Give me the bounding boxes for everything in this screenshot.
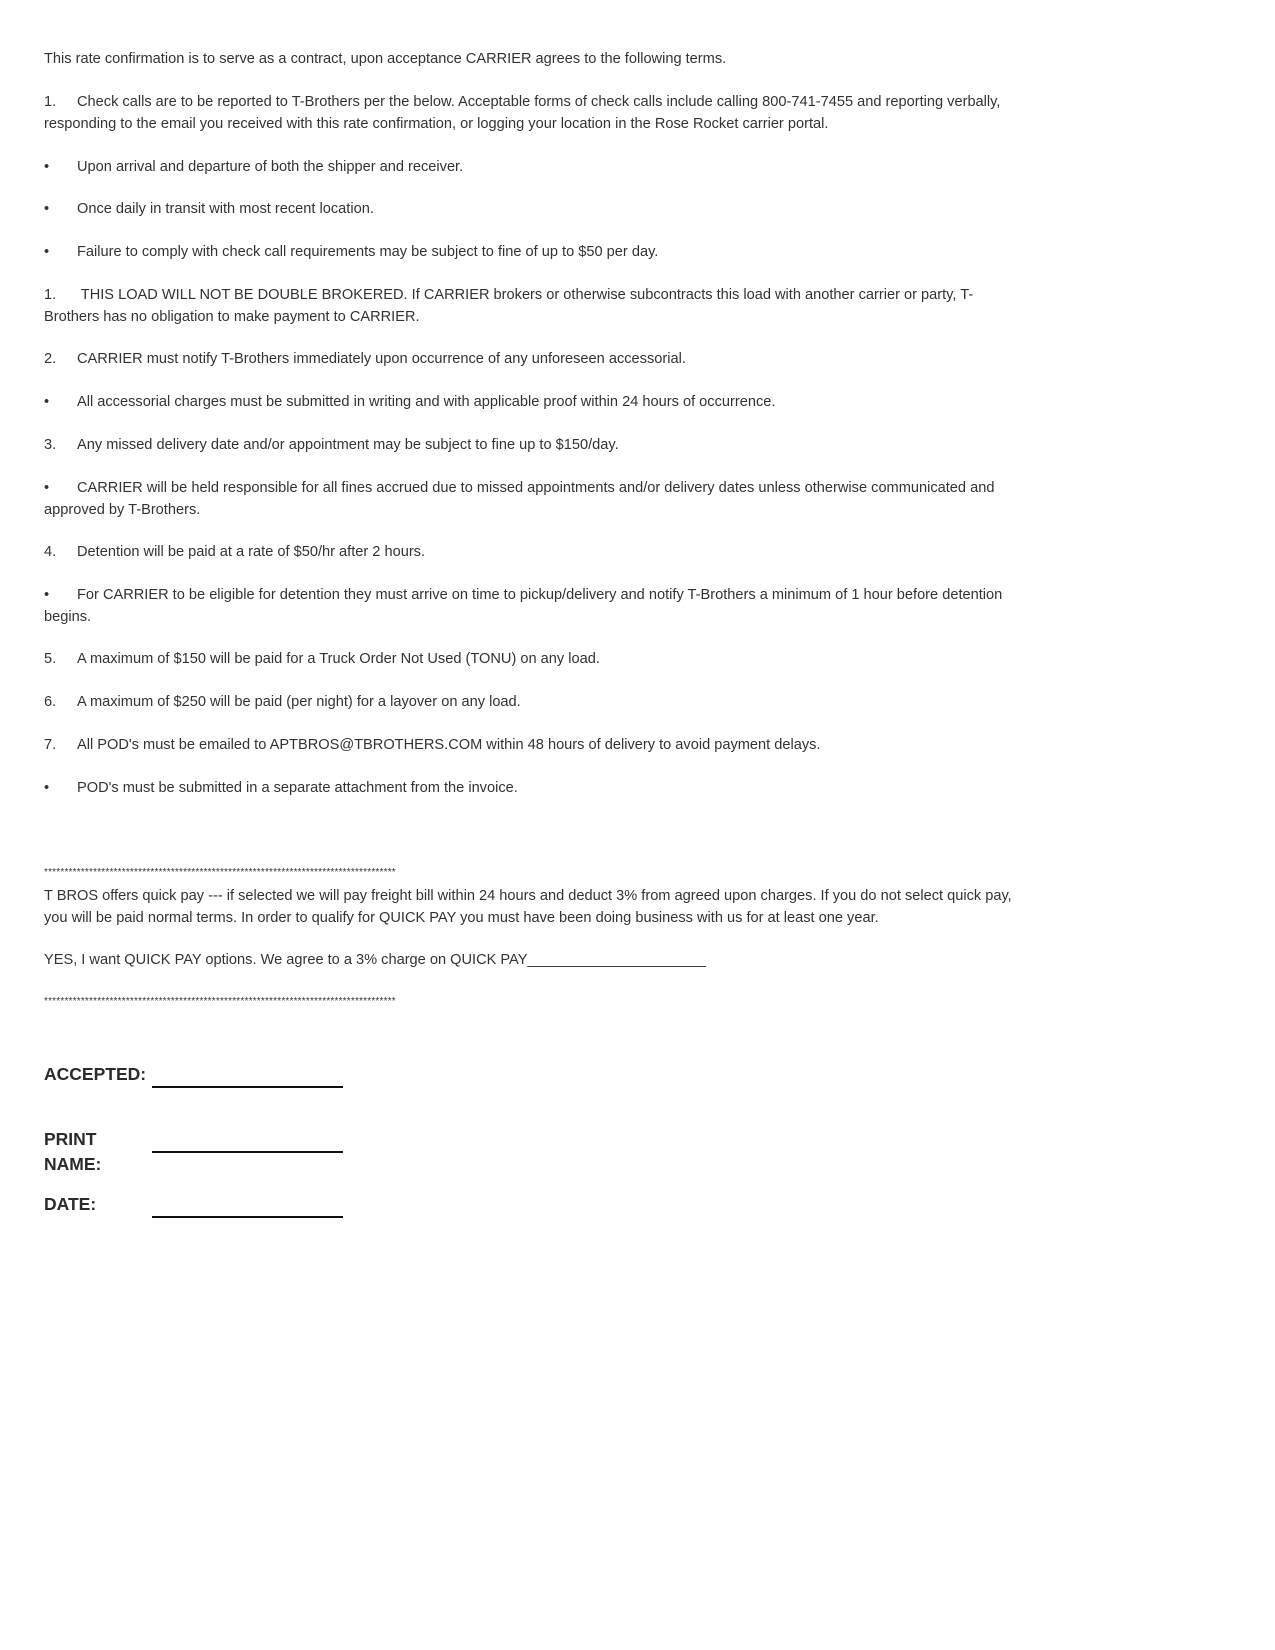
term-text: Once daily in transit with most recent location. [77,201,374,217]
term-text: Detention will be paid at a rate of $50/hr after 2 hours. [77,544,426,560]
term-text: CARRIER must notify T-Brothers immediately upon occurrence of any unforeseen accessorial. [77,351,686,367]
date-line[interactable] [152,1216,343,1218]
term-item [44,584,1026,628]
term-item [44,477,1026,521]
term-marker: 6. [44,694,57,710]
term-item [44,434,1026,456]
term-marker: 7. [44,737,57,753]
term-marker: 5. [44,651,57,667]
print-label-line2: NAME: [44,1154,102,1174]
term-text: A maximum of $250 will be paid (per night) for a layover on any load. [77,694,521,710]
term-text: Check calls are to be reported to T-Brothers per the below. Acceptable forms of check calls include calling 800-741-7455 and reporting verbally, responding to the email you received with this rate confirmation, or logging your location in the Rose Rocket carrier portal. [44,94,1001,132]
term-item [44,156,1026,178]
quickpay-option: YES, I want QUICK PAY options. We agree to a 3% charge on QUICK PAY______________________ [44,952,707,968]
term-item [44,241,1026,263]
term-marker: 1. [44,94,57,110]
term-text: Any missed delivery date and/or appointment may be subject to fine up to $150/day. [77,437,619,453]
term-marker: • [44,587,50,603]
term-text: POD's must be submitted in a separate attachment from the invoice. [77,780,518,796]
term-text: For CARRIER to be eligible for detention they must arrive on time to pickup/delivery and notify T-Brothers a minimum of 1 hour before detention begins. [44,587,1003,625]
term-item [44,541,1026,563]
term-text: Failure to comply with check call requirements may be subject to fine of up to $50 per day. [77,244,659,260]
print-label-line1: PRINT [44,1129,97,1149]
term-item [44,734,1026,756]
separator-bottom: ************************************************************************************** [44,996,396,1007]
print-name-label [44,1127,101,1177]
term-marker: • [44,244,50,260]
term-text: All accessorial charges must be submitted in writing and with applicable proof within 24 hours of occurrence. [77,394,776,410]
term-text: All POD's must be emailed to APTBROS@TBROTHERS.COM within 48 hours of delivery to avoid payment delays. [77,737,821,753]
term-marker: • [44,480,50,496]
term-marker: 3. [44,437,57,453]
term-marker: 2. [44,351,57,367]
term-marker: 1. [44,287,57,303]
term-marker: 4. [44,544,57,560]
term-item [44,777,1026,799]
term-item [44,284,1026,328]
print-name-line[interactable] [152,1151,343,1153]
term-text: THIS LOAD WILL NOT BE DOUBLE BROKERED. If CARRIER brokers or otherwise subcontracts this load with another carrier or party, T-Brothers has no obligation to make payment to CARRIER. [44,287,974,325]
term-text: A maximum of $150 will be paid for a Truck Order Not Used (TONU) on any load. [77,651,600,667]
term-item [44,91,1026,135]
intro-text: This rate confirmation is to serve as a contract, upon acceptance CARRIER agrees to the following terms. [44,51,727,67]
accepted-label: ACCEPTED: [44,1064,147,1084]
term-marker: • [44,159,50,175]
quickpay-description: T BROS offers quick pay --- if selected we will pay freight bill within 24 hours and deduct 3% from agreed upon charges. If you do not select quick pay, you will be paid normal terms. In order to qualify for QUICK PAY you must have been doing business with us for at least one year. [44,888,1012,926]
term-item [44,391,1026,413]
term-marker: • [44,394,50,410]
term-item [44,348,1026,370]
date-label: DATE: [44,1194,97,1214]
term-marker: • [44,201,50,217]
term-item [44,198,1026,220]
term-item [44,648,1026,670]
separator-top: ************************************************************************************** [44,867,396,878]
term-marker: • [44,780,50,796]
accepted-signature-line[interactable] [152,1086,343,1088]
term-text: CARRIER will be held responsible for all fines accrued due to missed appointments and/or delivery dates unless otherwise communicated and approved by T-Brothers. [44,480,995,518]
term-item [44,691,1026,713]
term-text: Upon arrival and departure of both the shipper and receiver. [77,159,464,175]
